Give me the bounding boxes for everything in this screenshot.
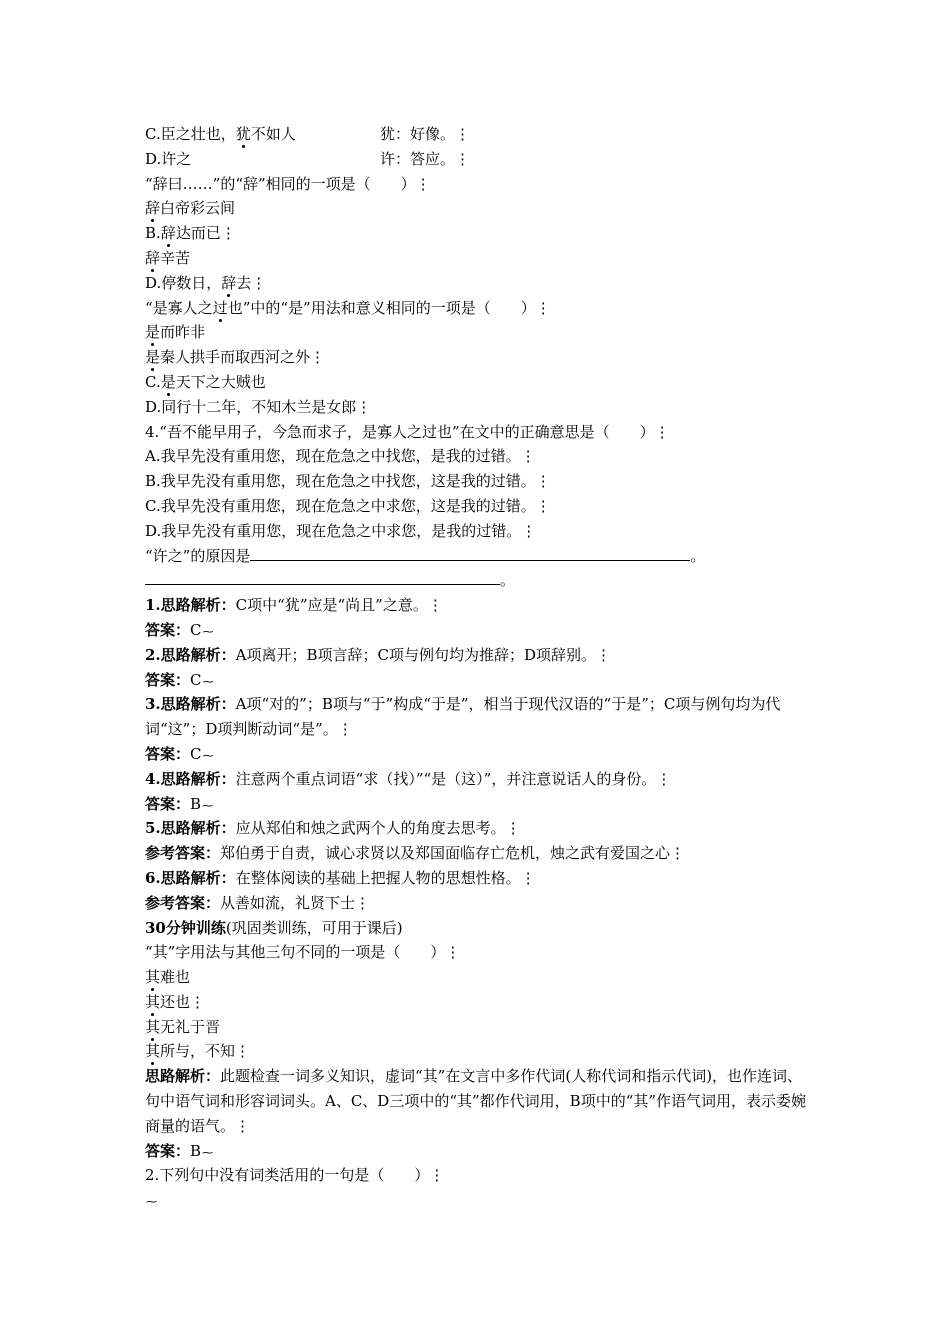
emphasis-dot-char: 犹 bbox=[235, 125, 251, 143]
section-title: 30分钟训练 bbox=[145, 918, 226, 937]
answer-label: 答案： bbox=[145, 620, 191, 639]
analysis-label: 6.思路解析： bbox=[145, 868, 236, 887]
emphasis-dot-char: 辞 bbox=[145, 248, 161, 267]
answer-label: 答案： bbox=[145, 1141, 191, 1160]
analysis-line bbox=[145, 767, 810, 792]
option-line bbox=[145, 320, 810, 345]
text: “许之”的原因是 bbox=[145, 546, 251, 565]
emphasis-dot-char: 是 bbox=[145, 348, 161, 367]
text: 而昨非 bbox=[160, 323, 206, 342]
analysis-label: 2.思路解析： bbox=[145, 645, 236, 664]
option-line: B.我早先没有重用您，现在危急之中找您，这是我的过错。⋮ bbox=[145, 472, 551, 491]
tadpole-icon: ⁓ bbox=[202, 748, 214, 762]
question-line: 4.“吾不能早用子，今急而求子，是寡人之过也”在文中的正确意思是（ ）⋮ bbox=[145, 422, 670, 441]
reference-answer-line bbox=[145, 891, 810, 916]
text: C.臣之壮也， bbox=[145, 125, 236, 143]
question-line: “其”字用法与其他三句不同的一项是（ ）⋮ bbox=[145, 943, 461, 962]
reference-answer-label: 参考答案： bbox=[145, 893, 221, 912]
fill-in-line bbox=[145, 568, 810, 593]
fill-in-line bbox=[145, 544, 810, 569]
analysis-label: 思路解析： bbox=[145, 1067, 221, 1086]
analysis-label: 4.思路解析： bbox=[145, 769, 236, 788]
text: 郑伯勇于自责，诚心求贤以及郑国面临存亡危机，烛之武有爱国之心⋮ bbox=[220, 844, 686, 863]
text: A项离开；B项言辞；C项与例句均为推辞；D项辞别。⋮ bbox=[235, 645, 612, 664]
reference-answer-line bbox=[145, 841, 810, 866]
emphasis-dot-char: 辞 bbox=[221, 273, 237, 292]
text: 还也⋮ bbox=[160, 992, 206, 1011]
answer-label: 答案： bbox=[145, 794, 191, 813]
answer-label: 答案： bbox=[145, 744, 191, 763]
option-line bbox=[145, 1039, 810, 1064]
analysis-line bbox=[145, 643, 810, 668]
analysis-line bbox=[145, 593, 810, 618]
text: 辛苦 bbox=[160, 248, 191, 267]
emphasis-dot-char: 是 bbox=[145, 323, 161, 342]
text: 不如人 bbox=[250, 125, 296, 143]
analysis-label: 3.思路解析： bbox=[145, 695, 236, 714]
text: 白帝彩云间 bbox=[160, 199, 236, 218]
tadpole-icon: ⁓ bbox=[202, 624, 214, 638]
question-line bbox=[145, 296, 810, 321]
option-line: C.我早先没有重用您，现在危急之中求您，这是我的过错。⋮ bbox=[145, 496, 551, 515]
analysis-label: 1.思路解析： bbox=[145, 596, 236, 615]
line-option-d bbox=[145, 147, 810, 172]
tadpole-icon: ⁓ bbox=[202, 674, 214, 688]
answer-label: 答案： bbox=[145, 670, 191, 689]
option-line: A.我早先没有重用您，现在危急之中找您，是我的过错。⋮ bbox=[145, 447, 536, 466]
text: 。 bbox=[500, 571, 516, 590]
gloss-note: 犹：好像。⋮ bbox=[380, 125, 471, 143]
tadpole-icon: ⁓ bbox=[202, 798, 214, 812]
option-line bbox=[145, 271, 810, 296]
text: 所与，不知⋮ bbox=[160, 1042, 251, 1061]
option-line bbox=[145, 345, 810, 370]
answer-line bbox=[145, 618, 810, 643]
answer-blank bbox=[250, 545, 690, 561]
line-option-c bbox=[145, 122, 810, 147]
text: 注意两个重点词语“求（找）”“是（这）”，并注意说话人的身份。⋮ bbox=[235, 769, 672, 788]
text: 天下之大贼也 bbox=[175, 372, 266, 391]
text: 。 bbox=[690, 546, 706, 565]
option-line bbox=[145, 965, 810, 990]
option-line bbox=[145, 1015, 810, 1040]
emphasis-dot-char: 其 bbox=[145, 1042, 161, 1061]
answer-line bbox=[145, 792, 810, 817]
analysis-line bbox=[145, 816, 810, 841]
reference-answer-label: 参考答案： bbox=[145, 844, 221, 863]
analysis-line bbox=[145, 692, 810, 742]
text: D.停数日， bbox=[145, 273, 222, 292]
emphasis-dot-char: 其 bbox=[145, 1017, 161, 1036]
text: 难也 bbox=[160, 968, 191, 987]
gloss-note: 许：答应。⋮ bbox=[380, 149, 471, 168]
text: C bbox=[190, 620, 202, 639]
text: 去⋮ bbox=[236, 273, 267, 292]
emphasis-dot-char: 是 bbox=[160, 372, 176, 391]
text: “是寡人之 bbox=[145, 298, 213, 317]
text: B bbox=[190, 794, 202, 813]
text: B. bbox=[145, 224, 161, 243]
emphasis-dot-char: 其 bbox=[145, 968, 161, 987]
option-line bbox=[145, 196, 810, 221]
emphasis-dot-char: 过 bbox=[212, 298, 228, 317]
section-heading bbox=[145, 916, 810, 941]
text: B bbox=[190, 1141, 202, 1160]
option-line bbox=[145, 221, 810, 246]
option-line: D.同行十二年，不知木兰是女郎⋮ bbox=[145, 397, 372, 416]
text: 秦人拱手而取西河之外⋮ bbox=[160, 348, 326, 367]
text: 达而已⋮ bbox=[175, 224, 236, 243]
answer-blank bbox=[145, 569, 500, 585]
text: 无礼于晋 bbox=[160, 1017, 221, 1036]
text: C. bbox=[145, 372, 161, 391]
text: C项中“犹”应是“尚且”之意。⋮ bbox=[235, 596, 443, 615]
text: C bbox=[190, 744, 202, 763]
text: C bbox=[190, 670, 202, 689]
option-line bbox=[145, 370, 810, 395]
answer-line bbox=[145, 742, 810, 767]
text: D.许之 bbox=[145, 149, 192, 168]
analysis-line bbox=[145, 1064, 810, 1138]
tadpole-icon: ⁓ bbox=[202, 1145, 214, 1159]
text: 也”中的“是”用法和意义相同的一项是（ ）⋮ bbox=[227, 298, 551, 317]
mark-line bbox=[145, 1188, 810, 1213]
option-line: D.我早先没有重用您，现在危急之中求您，是我的过错。⋮ bbox=[145, 521, 537, 540]
option-line bbox=[145, 990, 810, 1015]
emphasis-dot-char: 辞 bbox=[145, 199, 161, 218]
answer-line bbox=[145, 668, 810, 693]
text: A项“对的”；B项与“于”构成“于是”，相当于现代汉语的“于是”；C项与例句均为代词“这”；D项判断动词“是”。⋮ bbox=[145, 695, 781, 739]
text: 在整体阅读的基础上把握人物的思想性格。⋮ bbox=[235, 868, 536, 887]
tadpole-icon: ⁓ bbox=[146, 1195, 157, 1209]
emphasis-dot-char: 其 bbox=[145, 992, 161, 1011]
analysis-line bbox=[145, 866, 810, 891]
question-line: “辞曰……”的“辞”相同的一项是（ ）⋮ bbox=[145, 174, 431, 193]
document-body bbox=[145, 122, 810, 1213]
text: 应从郑伯和烛之武两个人的角度去思考。⋮ bbox=[235, 819, 521, 838]
question-line: 2.下列句中没有词类活用的一句是（ ）⋮ bbox=[145, 1166, 445, 1185]
emphasis-dot-char: 辞 bbox=[160, 224, 176, 243]
option-line bbox=[145, 246, 810, 271]
text: 从善如流，礼贤下士⋮ bbox=[220, 893, 371, 912]
answer-line bbox=[145, 1139, 810, 1164]
section-subtitle: (巩固类训练，可用于课后) bbox=[225, 918, 403, 937]
analysis-label: 5.思路解析： bbox=[145, 819, 236, 838]
text: 此题检查一词多义知识，虚词“其”在文言中多作代词(人称代词和指示代词)，也作连词、句中语气词和形容词词头。A、C、D三项中的“其”都作代词用，B项中的“其”作语气词用，表示委婉商量的语气。⋮ bbox=[145, 1067, 807, 1135]
